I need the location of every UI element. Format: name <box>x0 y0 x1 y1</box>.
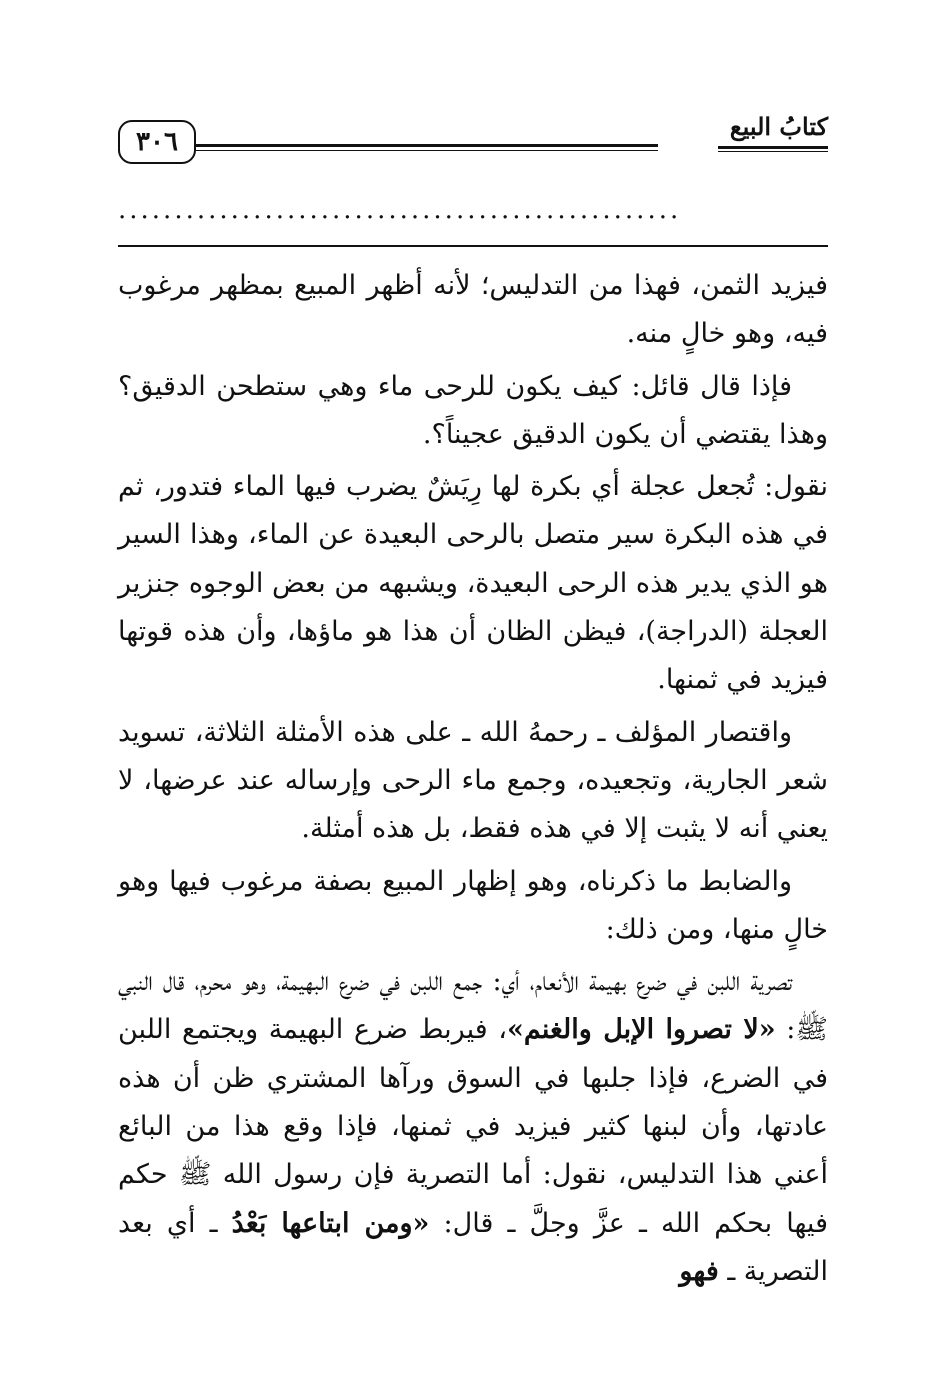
page-number: ٣٠٦ <box>118 120 196 164</box>
paragraph-6-part-1: تصرية اللبن في ضرع بهيمة الأنعام، أي: جمع اللبن في ضرع البهيمة، وهو محرم، قال النبي ﷺ: <box>118 966 829 1046</box>
book-title: كتابُ البيع <box>729 112 828 141</box>
paragraph-6-part-2: ، فيربط ضرع البهيمة ويجتمع اللبن في الضرع، فإذا جلبها في السوق ورآها المشتري ظن أن هذه عادتها، وأن لبنها كثير فيزيد في ثمنها، فإذا وقع هذا من البائع أعني هذا التدليس، نقول: أما التصرية فإن رسول الله ﷺ حكم فيها بحكم الله ـ عزَّ وجلَّ ـ قال: <box>118 1014 828 1239</box>
main-rule <box>118 245 828 247</box>
header-rule-thin <box>118 150 658 151</box>
paragraph-6-part-3: ـ أي بعد التصرية ـ <box>118 1207 828 1287</box>
paragraph-1: فيزيد الثمن، فهذا من التدليس؛ لأنه أظهر المبيع بمظهر مرغوب فيه، وهو خالٍ منه. <box>118 270 828 350</box>
header-rule <box>118 144 658 147</box>
hadith-quote-2: «ومن ابتاعها بَعْدُ <box>231 1207 430 1239</box>
paragraph-3: نقول: تُجعل عجلة أي بكرة لها رِيَشٌ يضرب فيها الماء فتدور، ثم في هذه البكرة سير متصل بالرحى البعيدة عن الماء، وهذا السير هو الذي يدير هذه الرحى البعيدة، ويشبهه من بعض الوجوه جنزير العجلة (الدراجة)، فيظن الظان أن هذا هو ماؤها، وأن هذه قوتها فيزيد في ثمنها. <box>118 471 828 696</box>
page-header <box>118 112 828 172</box>
paragraph-4: واقتصار المؤلف ـ رحمهُ الله ـ على هذه الأمثلة الثلاثة، تسويد شعر الجارية، وتجعيده، وجمع ماء الرحى وإرساله عند عرضها، لا يعني أنه لا يثبت إلا في هذه فقط، بل هذه أمثلة. <box>118 716 828 845</box>
paragraph-5: والضابط ما ذكرناه، وهو إظهار المبيع بصفة مرغوب فيها وهو خالٍ منها، ومن ذلك: <box>118 865 828 945</box>
hadith-quote-1: «لا تصروا الإبل والغنم» <box>506 1014 776 1046</box>
title-underline-thin <box>718 151 828 152</box>
dotted-separator: .................................................. <box>118 195 682 225</box>
body-text <box>118 262 828 1300</box>
hadith-quote-3: فهو <box>679 1255 719 1287</box>
paragraph-2: فإذا قال قائل: كيف يكون للرحى ماء وهي ستطحن الدقيق؟ وهذا يقتضي أن يكون الدقيق عجيناً؟. <box>118 370 828 450</box>
paragraph-6 <box>118 958 828 1296</box>
title-underline <box>718 146 828 149</box>
